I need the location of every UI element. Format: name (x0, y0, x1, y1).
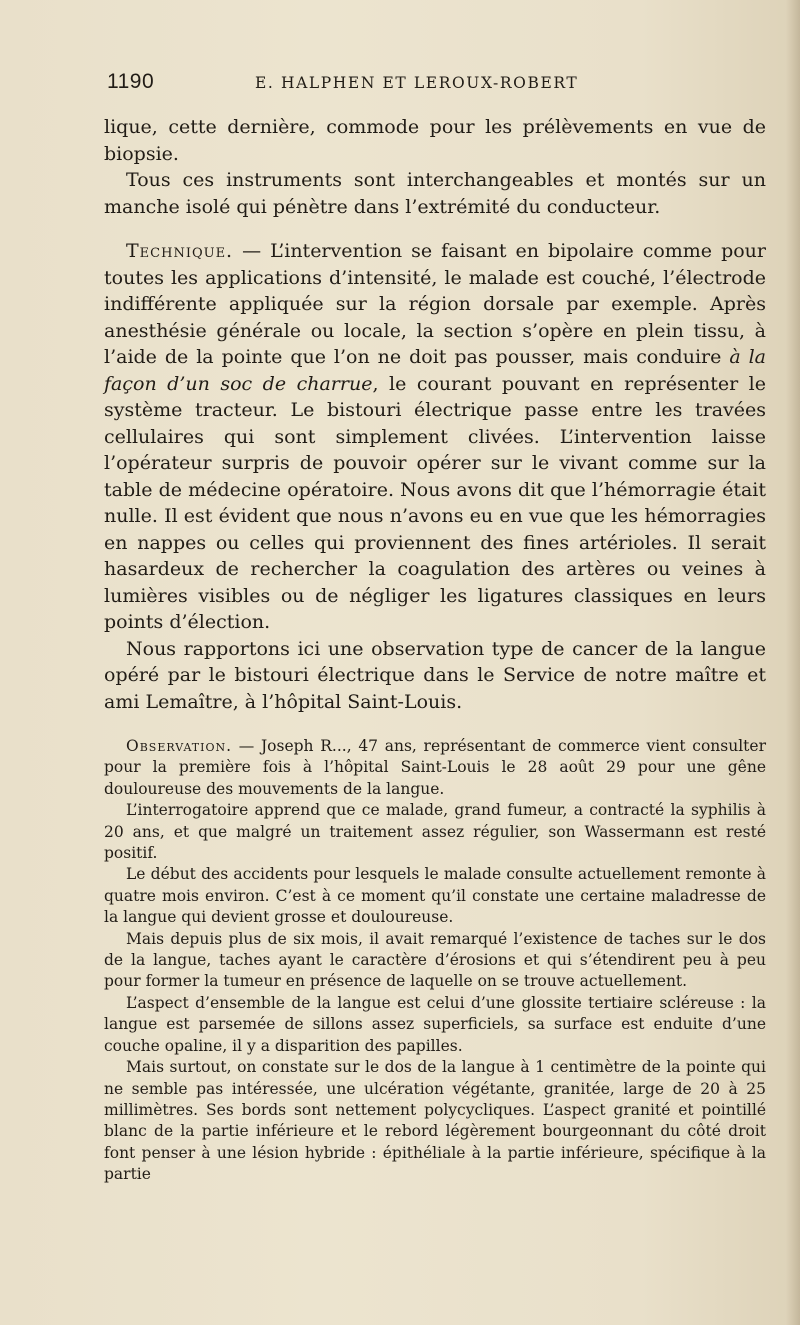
page-header (107, 70, 767, 100)
paragraph-technique (104, 238, 766, 636)
technique-text-part1: — L’intervention se faisant en bipolaire comme pour toutes les applications d’intensité, le malade est couché, l’électrode indifférente appliquée sur la région dorsale par exemple. Après anesthésie générale ou locale, la section s’opère en plein tissu, à l’aide de la pointe que l’on ne doit pas pousser, mais conduire (104, 240, 766, 368)
observation-text-1: — Joseph R..., 47 ans, représentant de commerce vient consulter pour la première fois à l’hôpital Saint-Louis le 28 août 29 pour une gêne douloureuse des mouvements de la langue. (104, 737, 766, 798)
technique-text-part2: , le courant pouvant en représenter le système tracteur. Le bistouri électrique passe entre les travées cellulaires qui sont simplement clivées. L’intervention laisse l’opérateur surpris de pouvoir opérer sur le vivant comme sur la table de médecine opératoire. Nous avons dit que l’hémorragie était nulle. Il est évident que nous n’avons eu en vue que les hémorragies en nappes ou celles qui proviennent des fines artérioles. Il serait hasardeux de rechercher la coagulation des artères ou veines à lumières visibles ou de négliger les ligatures classiques en leurs points d’élection. (104, 372, 766, 633)
observation-paragraph-6: Mais surtout, on constate sur le dos de la langue à 1 centimètre de la pointe qui ne semble pas intéressée, une ulcération végétante, granitée, large de 20 à 25 millimètres. Ses bords sont nettement polycycliques. L’aspect granité et pointillé blanc de la partie inférieure et le rebord légèrement bourgeonnant du côté droit font penser à une lésion hybride : épithéliale à la partie inférieure, spécifique à la partie (104, 1058, 766, 1184)
observation-paragraph-3: Le début des accidents pour lesquels le malade consulte actuellement remonte à quatre mois environ. C’est à ce moment qu’il constate une certaine maladresse de la langue qui devient grosse et douloureuse. (104, 865, 766, 927)
observation-paragraph-1 (104, 736, 766, 800)
page-number: 1190 (107, 70, 155, 93)
technique-label: Technique. (126, 240, 234, 262)
technique-section (104, 238, 766, 715)
paragraph-continuation: lique, cette dernière, commode pour les prélèvements en vue de biopsie. (104, 116, 766, 165)
observation-section (104, 736, 766, 1186)
running-head: E. HALPHEN ET LEROUX-ROBERT (255, 74, 579, 92)
observation-label: Observation. (126, 737, 233, 755)
observation-paragraph-2: L’interrogatoire apprend que ce malade, grand fumeur, a contracté la syphilis à 20 ans, et que malgré un traitement assez régulier, son Wassermann est resté positif. (104, 801, 766, 863)
page-edge-shadow (786, 0, 800, 1325)
intro-paragraphs (104, 114, 766, 220)
observation-paragraph-5: L’aspect d’ensemble de la langue est celui d’une glossite tertiaire scléreuse : la langue est parsemée de sillons assez superficiels, sa surface est enduite d’une couche opaline, il y a disparition des papilles. (104, 993, 766, 1055)
observation-paragraph-4: Mais depuis plus de six mois, il avait remarqué l’existence de taches sur le dos de la langue, taches ayant le caractère d’érosions et qui s’étendirent peu à peu pour former la tumeur en présence de laquelle on se trouve actuellement. (104, 929, 766, 991)
paragraph-instruments: Tous ces instruments sont interchangeables et montés sur un manche isolé qui pénètre dans l’extrémité du conducteur. (104, 169, 766, 218)
technique-italic-phrase: à la façon d’un soc de charrue (104, 346, 766, 395)
paragraph-observation-intro: Nous rapportons ici une observation type de cancer de la langue opéré par le bistouri électrique dans le Service de notre maître et ami Lemaître, à l’hôpital Saint-Louis. (104, 637, 766, 713)
